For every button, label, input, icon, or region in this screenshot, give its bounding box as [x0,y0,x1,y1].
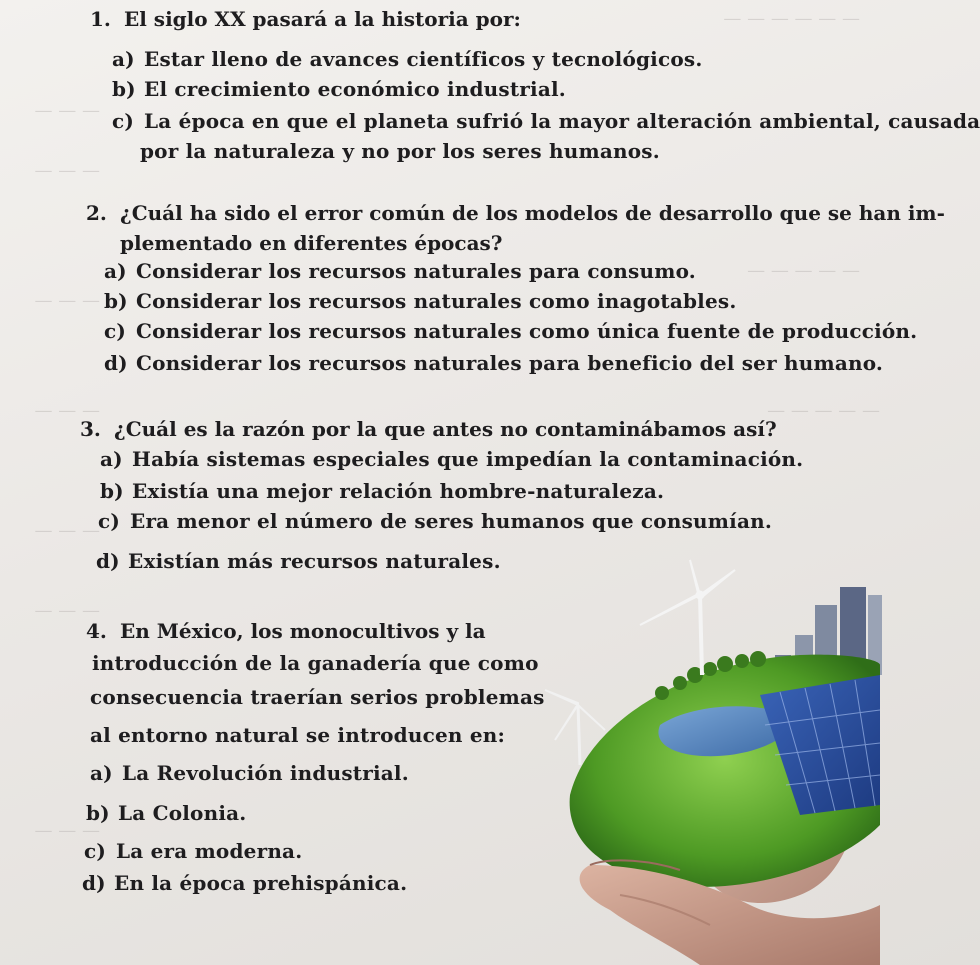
question-4-stem [86,618,486,645]
question-4-option-c[interactable] [84,838,302,865]
option-letter: b) [112,77,136,101]
option-letter: a) [100,447,123,471]
option-text: La Colonia. [118,801,247,825]
option-letter: a) [90,761,113,785]
option-letter: d) [104,351,128,375]
question-3-option-c[interactable] [98,508,772,535]
question-1-number: 1. [90,7,111,31]
question-3-text: ¿Cuál es la razón por la que antes no contaminábamos así? [114,417,777,441]
question-4-stem-line-3 [90,684,545,711]
question-2-option-b[interactable] [104,288,737,315]
option-text: Considerar los recursos naturales como única fuente de producción. [136,319,918,343]
option-letter: d) [96,549,120,573]
option-text: Estar lleno de avances científicos y tecnológicos. [144,47,703,71]
option-letter: c) [104,319,127,343]
question-4-option-b[interactable] [86,800,246,827]
eco-earth-hands-illustration [550,565,880,965]
option-letter: c) [112,109,135,133]
question-2-number: 2. [86,201,107,225]
question-3-option-b[interactable] [100,478,664,505]
option-text: Era menor el número de seres humanos que consumían. [130,509,773,533]
option-letter: c) [84,839,107,863]
option-text: Existía una mejor relación hombre-naturaleza. [132,479,665,503]
option-text-continued: por la naturaleza y no por los seres humanos. [140,139,660,163]
question-2-stem-continued [120,230,503,257]
option-text: La Revolución industrial. [122,761,409,785]
question-1-option-b[interactable] [112,76,566,103]
question-3-option-d[interactable] [96,548,501,575]
question-4-text-line-2: introducción de la ganadería que como [92,651,539,675]
option-letter: c) [98,509,121,533]
option-letter: d) [82,871,106,895]
question-2-text-continued: plementado en diferentes épocas? [120,231,503,255]
question-4-text-line-3: consecuencia traerían serios problemas [90,685,545,709]
question-3-number: 3. [80,417,101,441]
question-1-option-c-continued [140,138,660,165]
question-1-option-a[interactable] [112,46,703,73]
option-text: En la época prehispánica. [114,871,408,895]
question-3-stem [80,416,777,443]
option-text: La época en que el planeta sufrió la mayor alteración ambiental, causada [144,109,980,133]
question-2-stem [86,200,945,227]
question-2-option-a[interactable] [104,258,696,285]
option-letter: b) [86,801,110,825]
option-letter: a) [104,259,127,283]
question-2 [86,200,945,227]
question-2-option-c[interactable] [104,318,917,345]
question-4-option-a[interactable] [90,760,409,787]
question-4-option-d[interactable] [82,870,407,897]
question-1-option-c[interactable] [112,108,980,135]
option-letter: b) [100,479,124,503]
option-text: Considerar los recursos naturales para consumo. [136,259,696,283]
question-1-stem [90,6,521,33]
option-text: El crecimiento económico industrial. [144,77,566,101]
question-3-option-a[interactable] [100,446,803,473]
question-1-text: El siglo XX pasará a la historia por: [124,7,521,31]
option-text: Había sistemas especiales que impedían la contaminación. [132,447,804,471]
question-4-text: En México, los monocultivos y la [120,619,486,643]
question-1 [90,6,521,33]
question-3 [80,416,777,443]
option-text: Considerar los recursos naturales para beneficio del ser humano. [136,351,884,375]
option-letter: b) [104,289,128,313]
option-text: La era moderna. [116,839,303,863]
option-text: Existían más recursos naturales. [128,549,501,573]
question-4 [86,618,486,645]
question-2-text: ¿Cuál ha sido el error común de los modelos de desarrollo que se han im- [120,201,945,225]
option-text: Considerar los recursos naturales como inagotables. [136,289,737,313]
question-4-stem-line-4 [90,722,505,749]
question-4-text-line-4: al entorno natural se introducen en: [90,723,506,747]
show-through-texture: — — — — — — — — — — — — — — — — — — — — — — — — — — — — — — — — — — — — — [34,8,880,841]
option-letter: a) [112,47,135,71]
question-4-number: 4. [86,619,107,643]
question-4-stem-line-2 [92,650,539,677]
question-2-option-d[interactable] [104,350,883,377]
